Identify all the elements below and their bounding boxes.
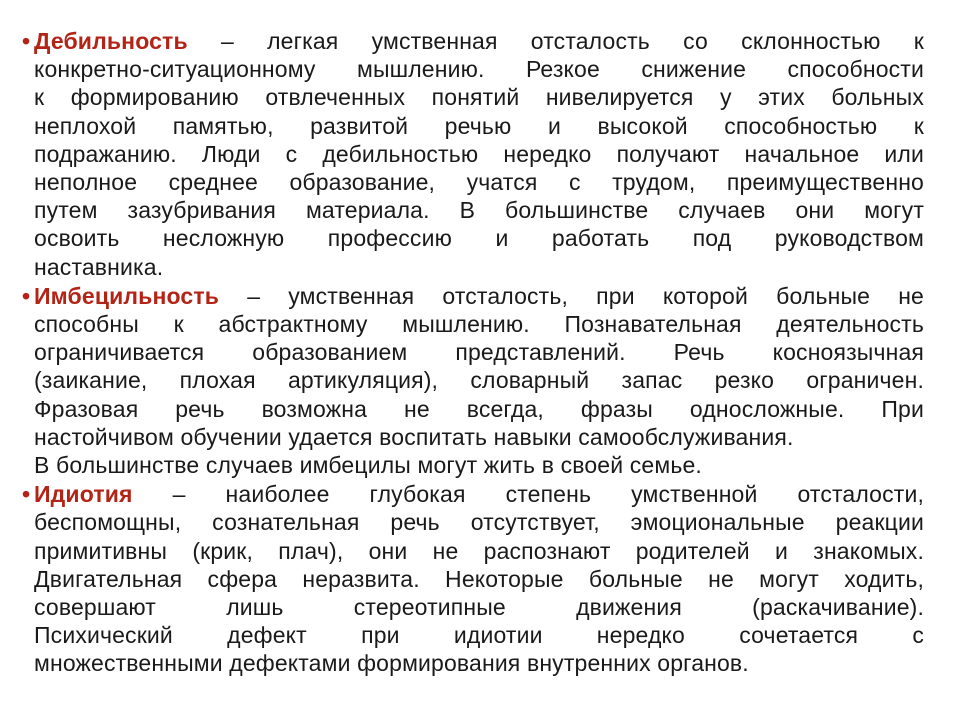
text-line	[34, 480, 924, 508]
text-line	[34, 282, 924, 310]
text-line: беспомощны, сознательная речь отсутствует, эмоциональные реакции	[34, 509, 924, 536]
text-line: подражанию. Люди с дебильностью нередко получают начальное или	[34, 140, 924, 167]
text-line: множественными дефектами формирования внутренних органов.	[34, 650, 749, 677]
term-debility: Дебильность	[34, 28, 188, 54]
definition-text: – умственная отсталость, при которой больные не	[219, 282, 924, 309]
text-line: примитивны (крик, плач), они не распознают родителей и знакомых.	[34, 537, 924, 564]
text-line: способны к абстрактному мышлению. Познавательная деятельность	[34, 311, 924, 338]
list-item-idiocy	[22, 480, 924, 677]
term-idiocy: Идиотия	[34, 481, 133, 508]
text-line: совершают лишь стереотипные движения (раскачивание).	[34, 594, 924, 621]
text-line: неполное среднее образование, учатся с трудом, преимущественно	[34, 169, 924, 196]
text-line: Фразовая речь возможна не всегда, фразы односложные. При	[34, 395, 924, 422]
bullet-marker: •	[22, 28, 31, 54]
bullet-list	[22, 27, 924, 678]
text-line: (заикание, плохая артикуляция), словарный запас резко ограничен.	[34, 367, 924, 394]
text-line: путем зазубривания материала. В большинстве случаев они могут	[34, 197, 924, 224]
definition-text: – наиболее глубокая степень умственной отсталости,	[132, 481, 924, 508]
text-line: конкретно-ситуационному мышлению. Резкое снижение способности	[34, 56, 924, 83]
text-line: Психический дефект при идиотии нередко сочетается с	[34, 622, 924, 649]
list-item-debility	[22, 27, 924, 281]
bullet-marker: •	[22, 481, 31, 508]
text-line: наставника.	[34, 253, 164, 280]
text-line: В большинстве случаев имбецилы могут жить в своей семье.	[34, 452, 702, 479]
text-line: освоить несложную профессию и работать под руководством	[34, 225, 924, 252]
definition-text: – легкая умственная отсталость со склонностью к	[187, 28, 924, 54]
text-line: настойчивом обучении удается воспитать навыки самообслуживания.	[34, 423, 794, 450]
text-line: ограничивается образованием представлений. Речь косноязычная	[34, 339, 924, 366]
text-line: к формированию отвлеченных понятий нивелируется у этих больных	[34, 84, 924, 111]
text-line	[34, 27, 924, 55]
text-line: неплохой памятью, развитой речью и высокой способностью к	[34, 112, 924, 139]
list-item-imbecility	[22, 282, 924, 479]
text-line: Двигательная сфера неразвита. Некоторые больные не могут ходить,	[34, 565, 924, 592]
bullet-marker: •	[22, 282, 31, 309]
term-imbecility: Имбецильность	[34, 282, 220, 309]
